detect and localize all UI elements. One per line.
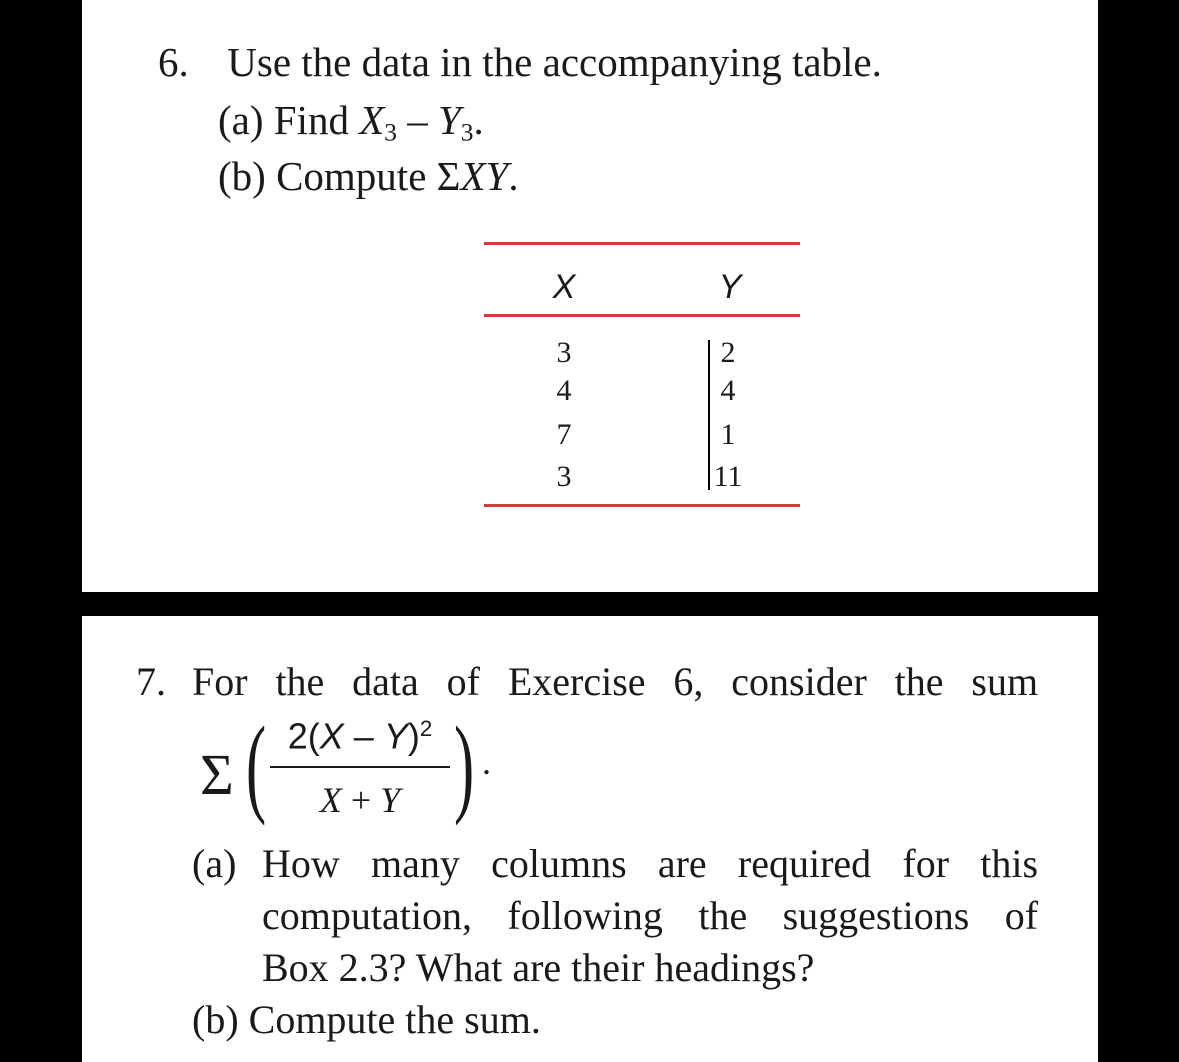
exercise-6-part-b — [218, 153, 519, 199]
numerator-x: X — [319, 715, 344, 757]
exercise-7-panel — [82, 616, 1098, 1062]
numerator-close: ) — [407, 715, 420, 757]
part-a-word: the — [698, 893, 748, 938]
part-a-minus: – — [396, 97, 438, 143]
part-a-word: following — [507, 893, 663, 938]
exercise-6-number: 6. — [158, 39, 189, 85]
exercise-7-prompt — [192, 659, 1039, 704]
table-top-rule — [484, 242, 800, 245]
prompt-word: Exercise — [507, 659, 646, 704]
prompt-word: consider — [731, 659, 867, 704]
part-a-word: are — [657, 841, 707, 886]
exercise-7-part-b — [192, 997, 541, 1042]
numerator-prefix: 2( — [287, 715, 320, 757]
exercise-7-part-a-line-1 — [262, 841, 1039, 886]
formula-sigma: Σ — [200, 742, 234, 807]
part-a-word: for — [902, 841, 950, 886]
part-a-y: Y — [437, 97, 461, 143]
part-a-word: many — [371, 841, 460, 886]
prompt-word: For — [192, 659, 248, 704]
exercise-7-part-b-text: Compute the sum. — [248, 997, 541, 1042]
column-header-x: X — [552, 268, 576, 306]
prompt-word: sum — [971, 659, 1039, 704]
numerator-minus: – — [343, 715, 384, 757]
exercise-7-number: 7. — [136, 659, 166, 704]
part-a-word: computation, — [262, 893, 472, 938]
denominator-x: X — [319, 780, 342, 820]
formula-right-paren: ) — [454, 704, 475, 826]
exercise-6-heading — [158, 39, 882, 85]
prompt-word: 6, — [673, 659, 704, 704]
part-a-label: (a) — [218, 97, 264, 143]
part-a-y-subscript: 3 — [460, 118, 474, 147]
table-cell-y: 4 — [720, 374, 736, 407]
exercise-7-part-a-label: (a) — [192, 841, 237, 886]
exercise-7-part-a-line-3: Box 2.3? What are their headings? — [262, 945, 815, 990]
exercise-6-part-a — [218, 97, 484, 147]
table-header-rule — [484, 314, 800, 317]
formula-period: . — [482, 742, 491, 782]
part-a-word: suggestions — [782, 893, 970, 938]
table-cell-y: 2 — [720, 336, 736, 369]
numerator-y: Y — [383, 715, 408, 757]
table-cell-x: 4 — [556, 374, 572, 407]
formula-left-paren: ( — [246, 704, 267, 826]
table-cell-x: 7 — [556, 418, 572, 451]
numerator-exponent: 2 — [419, 716, 433, 741]
part-a-word: columns — [491, 841, 627, 886]
exercise-6-panel — [82, 0, 1098, 592]
prompt-word: the — [275, 659, 325, 704]
part-a-word: of — [1004, 893, 1039, 938]
part-a-text: Find — [273, 97, 349, 143]
table-cell-x: 3 — [556, 336, 572, 369]
column-header-y: Y — [718, 268, 742, 306]
part-b-text: Compute — [276, 153, 427, 199]
part-a-x: X — [359, 97, 385, 143]
part-a-end: . — [473, 97, 484, 143]
part-a-word: required — [737, 841, 872, 886]
fraction-bar — [270, 766, 450, 768]
sigma-symbol: Σ — [436, 153, 461, 199]
exercise-7-part-b-label: (b) — [192, 997, 239, 1042]
formula-denominator — [260, 782, 460, 818]
denominator-y: Y — [380, 780, 401, 820]
part-b-end: . — [508, 153, 519, 199]
table-bottom-rule — [484, 504, 800, 507]
exercise-6-prompt: Use the data in the accompanying table. — [227, 39, 882, 85]
prompt-word: of — [446, 659, 480, 704]
table-cell-x: 3 — [556, 460, 572, 493]
exercise-7-part-a-line-2 — [262, 893, 1039, 938]
prompt-word: the — [894, 659, 944, 704]
part-a-x-subscript: 3 — [384, 118, 397, 147]
part-a-word: this — [980, 841, 1039, 886]
part-a-word: How — [262, 841, 340, 886]
part-b-xy: XY — [460, 153, 509, 199]
table-cell-y: 11 — [713, 460, 743, 493]
formula-numerator — [260, 715, 460, 757]
table-cell-y: 1 — [720, 418, 736, 451]
prompt-word: data — [352, 659, 419, 704]
denominator-plus: + — [341, 780, 381, 820]
part-b-label: (b) — [218, 153, 266, 199]
